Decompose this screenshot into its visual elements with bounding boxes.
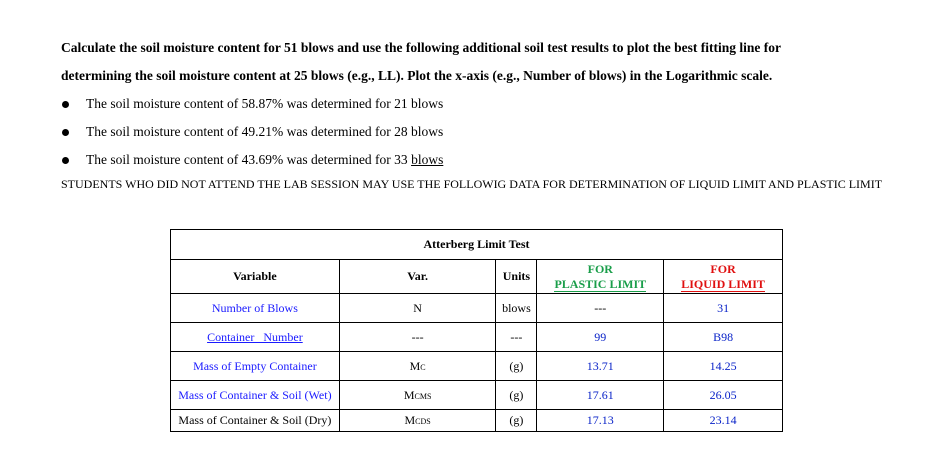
- cell-liquid: 31: [664, 294, 783, 323]
- atterberg-table: [170, 229, 783, 432]
- cell-var: [339, 352, 496, 381]
- bullet-icon: [62, 157, 69, 164]
- cell-var: ---: [339, 323, 496, 352]
- cell-variable: Mass of Empty Container: [171, 352, 340, 381]
- cell-liquid: 23.14: [664, 410, 783, 432]
- instruction-line-1: Calculate the soil moisture content for 51 blows and use the following additional soil test results to plot the best fitting line for: [61, 40, 781, 55]
- cell-variable: Number of Blows: [171, 294, 340, 323]
- cell-plastic: 17.61: [537, 381, 664, 410]
- cell-var-subscript: CMS: [414, 391, 432, 401]
- bullet-text: The soil moisture content of 49.21% was determined for 28 blows: [86, 124, 444, 139]
- cell-units: ---: [496, 323, 537, 352]
- bullet-icon: [62, 129, 69, 136]
- header-plastic-limit: [537, 260, 664, 294]
- cell-var-symbol: M: [404, 413, 416, 427]
- bullet-text-start: The soil moisture content of 43.69% was determined for 33: [86, 152, 412, 167]
- cell-liquid: 26.05: [664, 381, 783, 410]
- cell-liquid: 14.25: [664, 352, 783, 381]
- table-row: [171, 323, 783, 352]
- cell-units: (g): [496, 381, 537, 410]
- cell-units: (g): [496, 352, 537, 381]
- table-row: [171, 352, 783, 381]
- cell-var: N: [339, 294, 496, 323]
- header-liquid-label: LIQUID LIMIT: [681, 276, 765, 291]
- table-title: Atterberg Limit Test: [171, 230, 783, 260]
- bullet-icon: [62, 101, 69, 108]
- cell-var-subscript: CDS: [415, 417, 431, 426]
- header-var: Var.: [339, 260, 496, 294]
- bullet-text: [86, 152, 443, 168]
- cell-variable: Mass of Container & Soil (Dry): [171, 410, 340, 432]
- cell-var: [339, 410, 496, 432]
- cell-plastic: ---: [537, 294, 664, 323]
- header-plastic-for: FOR: [587, 261, 613, 276]
- cell-variable-text: Container Number: [207, 329, 303, 344]
- bullet-text-underlined: blows: [411, 152, 444, 167]
- cell-plastic: 99: [537, 323, 664, 352]
- cell-units: blows: [496, 294, 537, 323]
- cell-variable: Mass of Container & Soil (Wet): [171, 381, 340, 410]
- bullet-text: The soil moisture content of 58.87% was determined for 21 blows: [86, 96, 444, 111]
- cell-var-symbol: M: [409, 358, 421, 373]
- table-row: [171, 410, 783, 432]
- header-plastic-label: PLASTIC LIMIT: [554, 276, 647, 291]
- header-liquid-for: FOR: [710, 261, 736, 276]
- header-units: Units: [496, 260, 537, 294]
- cell-var-symbol: M: [403, 387, 415, 402]
- cell-var-subscript: C: [420, 362, 426, 372]
- cell-variable: [171, 323, 340, 352]
- header-liquid-limit: [664, 260, 783, 294]
- table-row: [171, 381, 783, 410]
- header-variable: Variable: [171, 260, 340, 294]
- cell-var: [339, 381, 496, 410]
- cell-plastic: 17.13: [537, 410, 664, 432]
- cell-plastic: 13.71: [537, 352, 664, 381]
- students-note: STUDENTS WHO DID NOT ATTEND THE LAB SESSION MAY USE THE FOLLOWIG DATA FOR DETERMINATION OF LIQUID LIMIT AND PLASTIC LIMIT: [61, 177, 883, 191]
- table-row: [171, 294, 783, 323]
- cell-units: (g): [496, 410, 537, 432]
- cell-liquid: B98: [664, 323, 783, 352]
- instruction-line-2: determining the soil moisture content at 25 blows (e.g., LL). Plot the x-axis (e.g., Number of blows) in the Logarithmic scale.: [61, 68, 773, 83]
